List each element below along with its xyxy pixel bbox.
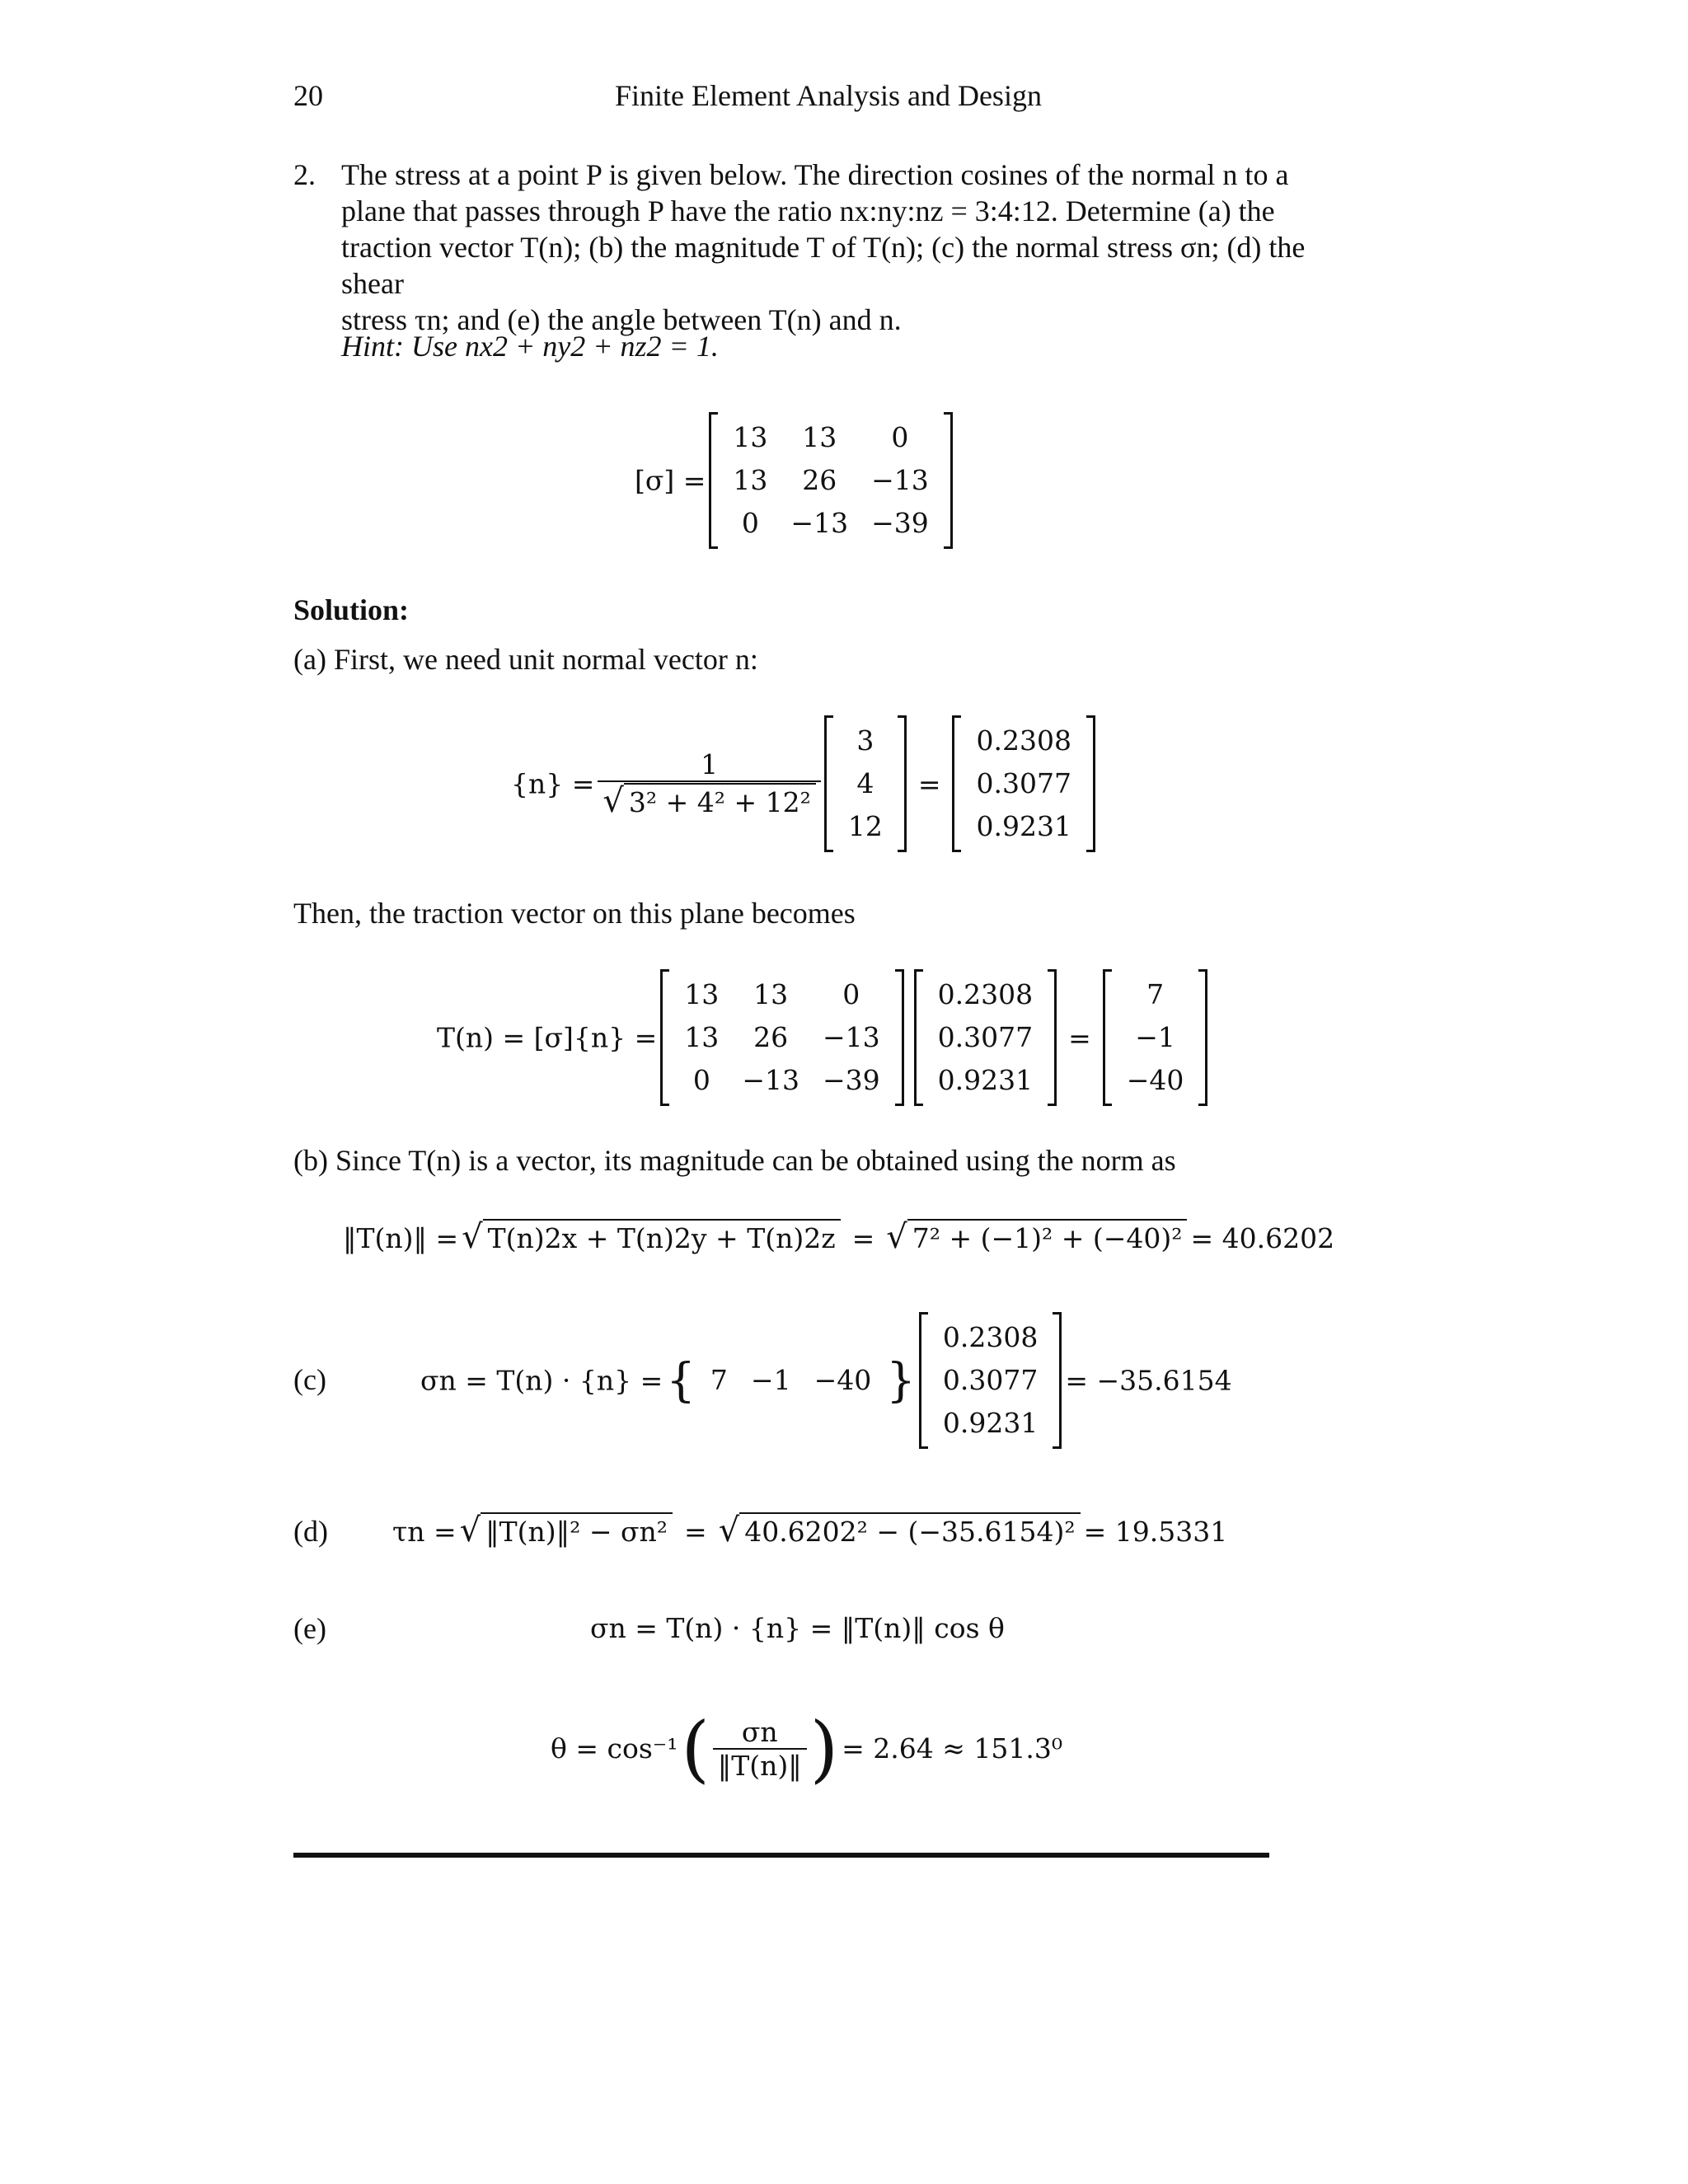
- left-brace: {: [666, 1353, 696, 1408]
- magnitude-expression: T(n)2x + T(n)2y + T(n)2z: [483, 1219, 841, 1254]
- vector-cell: −40: [814, 1364, 872, 1396]
- left-bracket: [660, 969, 669, 1106]
- traction-stress-matrix: [673, 973, 891, 1102]
- matrix-cell: 13: [684, 1021, 720, 1053]
- matrix-cell: 13: [733, 464, 768, 496]
- right-bracket: [1198, 969, 1207, 1106]
- unit-normal-fraction: $\frac{1}{\text{√ 3² + 4² + 12²}}$: [598, 748, 820, 820]
- matrix-cell: −39: [822, 1064, 880, 1096]
- problem-line-1: The stress at a point P is given below. The direction cosines of the normal n to a: [341, 158, 1289, 191]
- matrix-cell: 13: [802, 421, 837, 453]
- traction-normal-vector: [926, 973, 1044, 1102]
- equals-sign: =: [1068, 1021, 1091, 1054]
- traction-lhs: T(n) = [σ]{n} =: [437, 1021, 658, 1054]
- part-e-relation: σn = T(n) · {n} = ‖T(n)‖ cos θ: [590, 1612, 1005, 1644]
- part-d-result: = 19.5331: [1083, 1516, 1228, 1548]
- unit-normal-result: [964, 719, 1082, 848]
- left-bracket: [952, 715, 961, 852]
- matrix-cell: 13: [753, 978, 789, 1010]
- magnitude-lhs: ‖T(n)‖ =: [343, 1222, 459, 1254]
- matrix-cell: −13: [790, 507, 849, 539]
- left-bracket: [709, 412, 718, 549]
- vector-cell: 3: [856, 724, 874, 757]
- stress-matrix: [721, 416, 940, 545]
- right-bracket: [1053, 1312, 1062, 1449]
- unit-normal-lhs: {n} =: [511, 767, 595, 800]
- right-bracket: [1048, 969, 1057, 1106]
- matrix-cell: −39: [871, 507, 929, 539]
- vector-cell: 0.9231: [976, 810, 1071, 842]
- part-c-lhs: σn = T(n) · {n} =: [420, 1364, 663, 1397]
- part-c-equation: [420, 1312, 1232, 1449]
- vector-cell: 0.2308: [937, 978, 1034, 1010]
- solution-heading: Solution:: [293, 593, 410, 626]
- vector-cell: 7: [710, 1364, 728, 1396]
- hint: Hint: Use nx2 + ny2 + nz2 = 1.: [341, 330, 719, 363]
- vector-cell: 0.3077: [976, 767, 1071, 799]
- sqrt-sign: √: [718, 1511, 740, 1549]
- left-paren: (: [681, 1706, 710, 1791]
- traction-intro: Then, the traction vector on this plane becomes: [293, 897, 856, 930]
- matrix-cell: 0: [741, 507, 759, 539]
- equals-sign: =: [851, 1222, 875, 1254]
- theta-denominator: ‖T(n)‖: [717, 1749, 802, 1782]
- vector-cell: −1: [750, 1364, 791, 1396]
- stress-matrix-label: [σ] =: [635, 464, 706, 497]
- right-bracket: [898, 715, 907, 852]
- theta-lhs: θ = cos⁻¹: [551, 1732, 678, 1765]
- problem-line-2: plane that passes through P have the ratio nx:ny:nz = 3:4:12. Determine (a) the: [341, 194, 1275, 227]
- sqrt-sign: √: [886, 1218, 907, 1256]
- left-bracket: [1103, 969, 1112, 1106]
- matrix-cell: 0: [842, 978, 860, 1010]
- ratio-vector: [837, 719, 894, 848]
- left-bracket: [914, 969, 923, 1106]
- part-a-intro: (a) First, we need unit normal vector n:: [293, 643, 758, 676]
- part-d-label: (d): [293, 1515, 328, 1548]
- vector-cell: 0.9231: [937, 1064, 1034, 1096]
- vector-cell: 7: [1146, 978, 1165, 1010]
- problem-line-4: stress τn; and (e) the angle between T(n) and n.: [341, 303, 902, 336]
- theta-result: = 2.64 ≈ 151.3⁰: [842, 1732, 1063, 1765]
- footer-rule: [293, 1853, 1269, 1858]
- equals-sign: =: [917, 767, 941, 800]
- problem-number: 2.: [293, 158, 316, 191]
- part-d-equation: [392, 1511, 1227, 1549]
- part-e-label: (e): [293, 1612, 326, 1645]
- left-bracket: [919, 1312, 928, 1449]
- matrix-cell: 0: [891, 421, 909, 453]
- vector-cell: 0.9231: [942, 1407, 1039, 1439]
- part-c-label: (c): [293, 1363, 326, 1396]
- matrix-cell: −13: [742, 1064, 799, 1096]
- page-number: 20: [293, 79, 323, 112]
- fraction-denominator: 3² + 4² + 12²: [624, 783, 816, 818]
- matrix-cell: 26: [802, 464, 837, 496]
- vector-cell: −40: [1126, 1064, 1184, 1096]
- theta-fraction: [713, 1716, 807, 1782]
- right-bracket: [944, 412, 953, 549]
- magnitude-result: = 40.6202: [1190, 1222, 1335, 1254]
- part-c-result: = −35.6154: [1065, 1364, 1232, 1397]
- unit-normal-equation: [511, 715, 1095, 852]
- right-brace: }: [886, 1353, 916, 1408]
- vector-cell: 4: [856, 767, 874, 799]
- right-bracket: [1086, 715, 1095, 852]
- matrix-cell: 0: [692, 1064, 710, 1096]
- vector-cell: −1: [1135, 1021, 1175, 1053]
- part-d-numeric: 40.6202² − (−35.6154)²: [739, 1512, 1080, 1548]
- vector-cell: 12: [847, 810, 883, 842]
- matrix-cell: 13: [733, 421, 768, 453]
- traction-result: [1115, 973, 1196, 1102]
- part-c-normal-vector: [931, 1316, 1049, 1445]
- running-title: Finite Element Analysis and Design: [615, 79, 1042, 112]
- traction-row-vector: [699, 1359, 883, 1402]
- part-d-expression: ‖T(n)‖² − σn²: [481, 1512, 673, 1548]
- problem-line-3: traction vector T(n); (b) the magnitude T of T(n); (c) the normal stress σn; (d) the shear: [341, 231, 1306, 300]
- matrix-cell: −13: [822, 1021, 880, 1053]
- right-bracket: [895, 969, 904, 1106]
- vector-cell: 0.2308: [942, 1321, 1039, 1353]
- sqrt-sign: √: [459, 1511, 481, 1549]
- theta-equation: [551, 1706, 1062, 1791]
- magnitude-equation: [343, 1218, 1334, 1256]
- traction-equation: [437, 969, 1207, 1106]
- stress-matrix-equation: [635, 412, 953, 549]
- matrix-cell: −13: [871, 464, 929, 496]
- sqrt-sign: √: [462, 1218, 483, 1256]
- part-d-lhs: τn =: [392, 1516, 457, 1548]
- vector-cell: 0.3077: [942, 1364, 1039, 1396]
- equals-sign: =: [684, 1516, 707, 1548]
- fraction-numerator: 1: [598, 748, 820, 782]
- vector-cell: 0.2308: [976, 724, 1071, 757]
- part-b-intro: (b) Since T(n) is a vector, its magnitude can be obtained using the norm as: [293, 1144, 1176, 1177]
- matrix-cell: 26: [753, 1021, 789, 1053]
- right-paren: ): [809, 1706, 839, 1791]
- problem-text: [341, 157, 1372, 338]
- left-bracket: [824, 715, 833, 852]
- theta-numerator: σn: [713, 1716, 807, 1750]
- matrix-cell: 13: [684, 978, 720, 1010]
- vector-cell: 0.3077: [937, 1021, 1034, 1053]
- magnitude-numeric: 7² + (−1)² + (−40)²: [907, 1219, 1188, 1254]
